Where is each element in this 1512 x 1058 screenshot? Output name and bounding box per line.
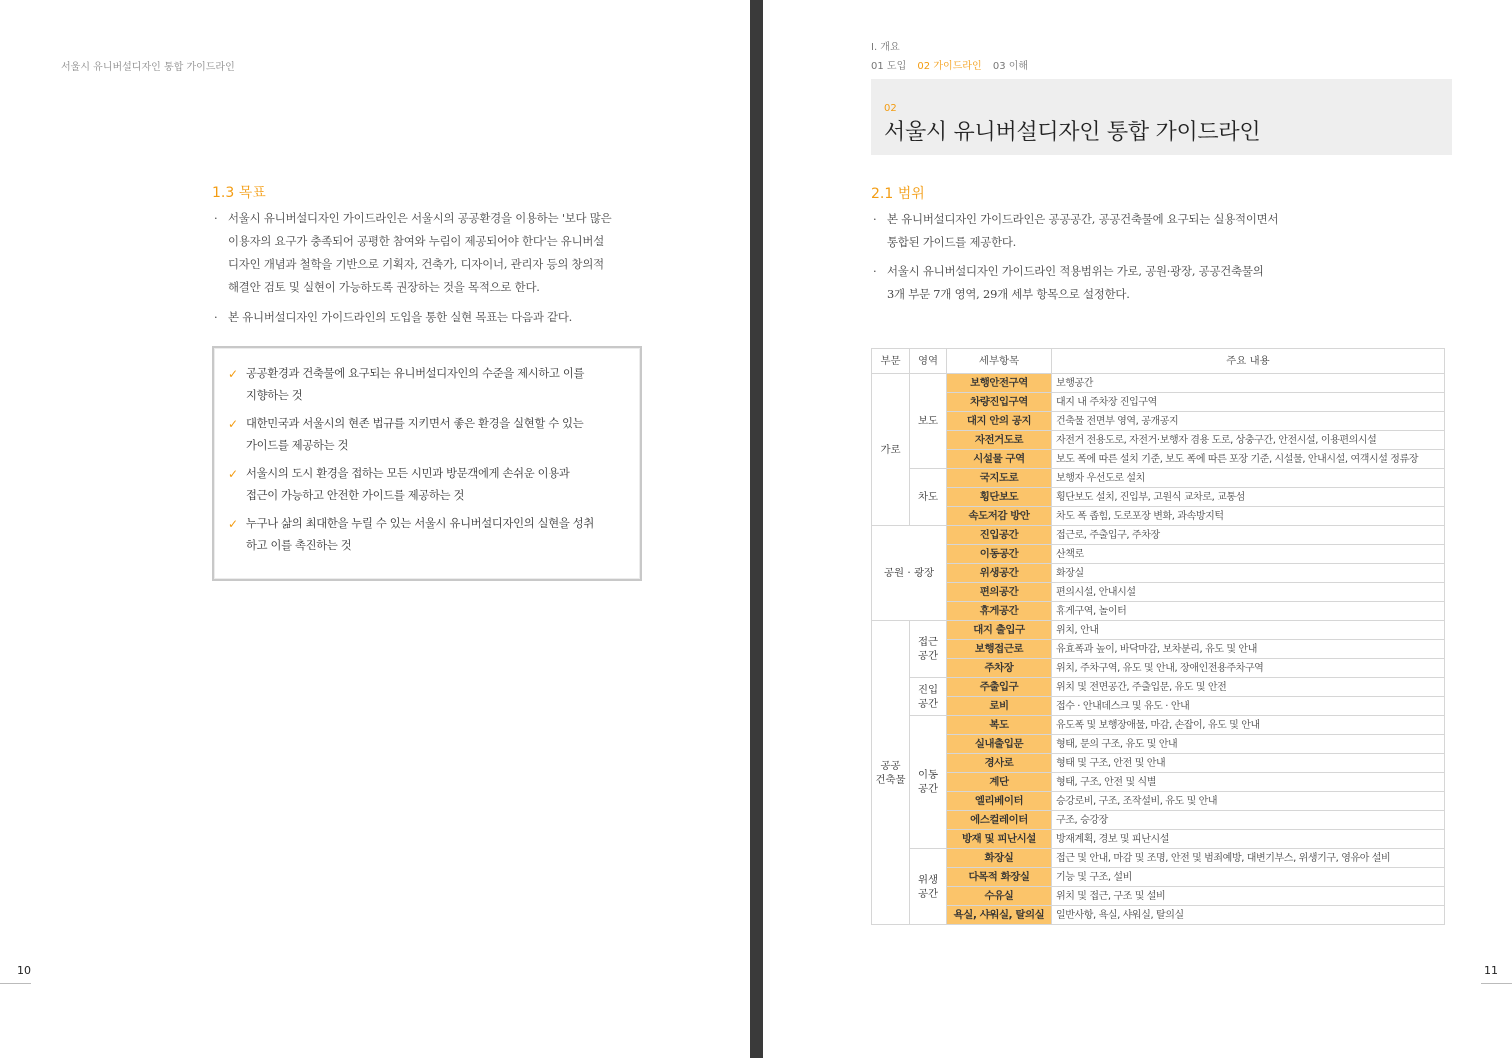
table-row — [872, 526, 1445, 545]
content-cell: 휴게구역, 놀이터 — [1052, 602, 1445, 621]
goal-line: 접근이 가능하고 안전한 가이드를 제공하는 것 — [246, 489, 465, 502]
goal-item — [228, 463, 628, 507]
item-cell: 보행접근로 — [947, 640, 1052, 659]
table-row — [872, 868, 1445, 887]
item-cell: 로비 — [947, 697, 1052, 716]
item-cell: 엘리베이터 — [947, 792, 1052, 811]
content-cell: 방재계획, 경보 및 피난시설 — [1052, 830, 1445, 849]
page-number: 10 — [17, 964, 31, 977]
table-row — [872, 811, 1445, 830]
content-cell: 화장실 — [1052, 564, 1445, 583]
content-cell: 위치 및 접근, 구조 및 설비 — [1052, 887, 1445, 906]
section-cell: 공원 · 광장 — [872, 526, 947, 621]
item-cell: 다목적 화장실 — [947, 868, 1052, 887]
content-cell: 승강로비, 구조, 조작설비, 유도 및 안내 — [1052, 792, 1445, 811]
bullet-icon: · — [873, 264, 877, 278]
content-cell: 형태, 구조, 안전 및 식별 — [1052, 773, 1445, 792]
bullet-paragraph-intro — [214, 306, 654, 329]
right-page — [763, 0, 1512, 1058]
item-cell: 대지 안의 공지 — [947, 412, 1052, 431]
bullet-icon: · — [214, 211, 218, 225]
table-row — [872, 507, 1445, 526]
section-title-goals: 1.3 목표 — [212, 185, 266, 201]
content-cell: 기능 및 구조, 설비 — [1052, 868, 1445, 887]
bullet-icon: · — [873, 212, 877, 226]
item-cell: 화장실 — [947, 849, 1052, 868]
bullet-icon: · — [214, 310, 218, 324]
left-page — [0, 0, 750, 1058]
content-cell: 접수 · 안내데스크 및 유도 · 안내 — [1052, 697, 1445, 716]
check-icon: ✓ — [228, 367, 238, 381]
breadcrumb-item[interactable]: 03 이해 — [992, 61, 1029, 72]
table-row — [872, 849, 1445, 868]
bullet-paragraph-range — [873, 260, 1333, 306]
area-cell: 위생 공간 — [910, 849, 947, 925]
table-row — [872, 887, 1445, 906]
goal-line: 서울시의 도시 환경을 접하는 모든 시민과 방문객에게 손쉬운 이용과 — [246, 467, 570, 480]
scope-table — [871, 348, 1445, 925]
item-cell: 국지도로 — [947, 469, 1052, 488]
table-row — [872, 659, 1445, 678]
chapter-header — [871, 79, 1452, 155]
section-cell: 가로 — [872, 374, 910, 526]
item-cell: 진입공간 — [947, 526, 1052, 545]
content-cell: 보행자 우선도로 설치 — [1052, 469, 1445, 488]
area-cell: 차도 — [910, 469, 947, 526]
paragraph-line: 서울시 유니버설디자인 가이드라인 적용범위는 가로, 공원·광장, 공공건축물의 — [887, 264, 1264, 278]
item-cell: 수유실 — [947, 887, 1052, 906]
check-icon: ✓ — [228, 417, 238, 431]
table-row — [872, 621, 1445, 640]
table-row — [872, 754, 1445, 773]
table-row — [872, 792, 1445, 811]
bullet-paragraph-purpose — [214, 207, 654, 299]
column-header: 영역 — [910, 349, 947, 374]
item-cell: 욕실, 샤워실, 탈의실 — [947, 906, 1052, 925]
item-cell: 휴게공간 — [947, 602, 1052, 621]
content-cell: 차도 폭 좁힘, 도로포장 변화, 과속방지턱 — [1052, 507, 1445, 526]
item-cell: 경사로 — [947, 754, 1052, 773]
content-cell: 산책로 — [1052, 545, 1445, 564]
item-cell: 위생공간 — [947, 564, 1052, 583]
page-number-rule — [0, 983, 31, 984]
item-cell: 자전거도로 — [947, 431, 1052, 450]
table-row — [872, 678, 1445, 697]
item-cell: 시설물 구역 — [947, 450, 1052, 469]
goal-line: 가이드를 제공하는 것 — [246, 439, 349, 452]
column-header: 주요 내용 — [1052, 349, 1445, 374]
section-cell: 공공 건축물 — [872, 621, 910, 925]
goal-line: 누구나 삶의 최대한을 누릴 수 있는 서울시 유니버설디자인의 실현을 성취 — [246, 517, 595, 530]
breadcrumb-item-active[interactable]: 02 가이드라인 — [917, 61, 982, 72]
table-row — [872, 488, 1445, 507]
goal-line: 하고 이를 촉진하는 것 — [246, 539, 352, 552]
paragraph-line: 3개 부문 7개 영역, 29개 세부 항목으로 설정한다. — [887, 287, 1130, 301]
content-cell: 건축물 전면부 영역, 공개공지 — [1052, 412, 1445, 431]
goal-item — [228, 413, 628, 457]
item-cell: 편의공간 — [947, 583, 1052, 602]
item-cell: 실내출입문 — [947, 735, 1052, 754]
breadcrumb — [871, 57, 1036, 72]
table-row — [872, 716, 1445, 735]
table-row — [872, 450, 1445, 469]
content-cell: 위치, 주차구역, 유도 및 안내, 장애인전용주차구역 — [1052, 659, 1445, 678]
column-header: 세부항목 — [947, 349, 1052, 374]
table-body — [872, 374, 1445, 925]
paragraph-line: 해결안 검토 및 실현이 가능하도록 권장하는 것을 목적으로 한다. — [228, 280, 540, 294]
content-cell: 자전거 전용도로, 자전거·보행자 겸용 도로, 상충구간, 안전시설, 이용편의시설 — [1052, 431, 1445, 450]
area-cell: 접근 공간 — [910, 621, 947, 678]
table-row — [872, 906, 1445, 925]
table-row — [872, 545, 1445, 564]
content-cell: 횡단보도 설치, 진입부, 고원식 교차로, 교통섬 — [1052, 488, 1445, 507]
content-cell: 편의시설, 안내시설 — [1052, 583, 1445, 602]
area-cell: 진입 공간 — [910, 678, 947, 716]
content-cell: 위치 및 전면공간, 주출입문, 유도 및 안전 — [1052, 678, 1445, 697]
table-row — [872, 735, 1445, 754]
item-cell: 대지 출입구 — [947, 621, 1052, 640]
breadcrumb-chapter: Ⅰ. 개요 — [871, 42, 900, 53]
column-header: 부문 — [872, 349, 910, 374]
item-cell: 보행안전구역 — [947, 374, 1052, 393]
table-row — [872, 830, 1445, 849]
content-cell: 대지 내 주차장 진입구역 — [1052, 393, 1445, 412]
check-icon: ✓ — [228, 517, 238, 531]
area-cell: 보도 — [910, 374, 947, 469]
item-cell: 차량진입구역 — [947, 393, 1052, 412]
table-row — [872, 564, 1445, 583]
table-row — [872, 393, 1445, 412]
content-cell: 위치, 안내 — [1052, 621, 1445, 640]
check-icon: ✓ — [228, 467, 238, 481]
table-row — [872, 583, 1445, 602]
content-cell: 유효폭과 높이, 바닥마감, 보차분리, 유도 및 안내 — [1052, 640, 1445, 659]
item-cell: 주차장 — [947, 659, 1052, 678]
item-cell: 주출입구 — [947, 678, 1052, 697]
content-cell: 유도폭 및 보행장애물, 마감, 손잡이, 유도 및 안내 — [1052, 716, 1445, 735]
item-cell: 이동공간 — [947, 545, 1052, 564]
paragraph-line: 본 유니버설디자인 가이드라인은 공공공간, 공공건축물에 요구되는 실용적이면서 — [887, 212, 1279, 226]
table-row — [872, 374, 1445, 393]
content-cell: 접근 및 안내, 마감 및 조명, 안전 및 범죄예방, 대변기부스, 위생기구, 영유아 설비 — [1052, 849, 1445, 868]
goal-line: 공공환경과 건축물에 요구되는 유니버설디자인의 수준을 제시하고 이를 — [246, 367, 585, 380]
goal-item — [228, 363, 628, 407]
content-cell: 구조, 승강장 — [1052, 811, 1445, 830]
chapter-title: 서울시 유니버설디자인 통합 가이드라인 — [884, 120, 1261, 145]
running-head: 서울시 유니버설디자인 통합 가이드라인 — [61, 62, 235, 73]
content-cell: 형태 및 구조, 안전 및 안내 — [1052, 754, 1445, 773]
paragraph-line: 이용자의 요구가 충족되어 공평한 참여와 누림이 제공되어야 한다'는 유니버설 — [228, 234, 605, 248]
content-cell: 접근로, 주출입구, 주차장 — [1052, 526, 1445, 545]
table-row — [872, 773, 1445, 792]
item-cell: 에스컬레이터 — [947, 811, 1052, 830]
item-cell: 횡단보도 — [947, 488, 1052, 507]
content-cell: 형태, 문의 구조, 유도 및 안내 — [1052, 735, 1445, 754]
content-cell: 보행공간 — [1052, 374, 1445, 393]
table-row — [872, 412, 1445, 431]
paragraph-line: 서울시 유니버설디자인 가이드라인은 서울시의 공공환경을 이용하는 '보다 많은 — [228, 211, 612, 225]
item-cell: 속도저감 방안 — [947, 507, 1052, 526]
item-cell: 복도 — [947, 716, 1052, 735]
goal-line: 대한민국과 서울시의 현존 법규를 지키면서 좋은 환경을 실현할 수 있는 — [246, 417, 584, 430]
table-row — [872, 640, 1445, 659]
paragraph-line: 본 유니버설디자인 가이드라인의 도입을 통한 실현 목표는 다음과 같다. — [228, 310, 573, 324]
breadcrumb-item[interactable]: 01 도입 — [871, 61, 907, 72]
table-header-row — [872, 349, 1445, 374]
page-number-rule — [1481, 983, 1512, 984]
goal-item — [228, 513, 628, 557]
bullet-paragraph-scope — [873, 208, 1333, 254]
section-title-scope: 2.1 범위 — [871, 186, 925, 202]
table-row — [872, 602, 1445, 621]
item-cell: 방재 및 피난시설 — [947, 830, 1052, 849]
page-number: 11 — [1484, 964, 1498, 977]
table-row — [872, 697, 1445, 716]
paragraph-line: 디자인 개념과 철학을 기반으로 기획자, 건축가, 디자이너, 관리자 등의 창의적 — [228, 257, 604, 271]
area-cell: 이동 공간 — [910, 716, 947, 849]
content-cell: 일반사항, 욕실, 샤워실, 탈의실 — [1052, 906, 1445, 925]
goal-line: 지향하는 것 — [246, 389, 303, 402]
table-row — [872, 431, 1445, 450]
content-cell: 보도 폭에 따른 설치 기준, 보도 폭에 따른 포장 기준, 시설물, 안내시설, 여객시설 정류장 — [1052, 450, 1445, 469]
goals-box — [212, 346, 642, 581]
chapter-number: 02 — [884, 103, 897, 114]
paragraph-line: 통합된 가이드를 제공한다. — [887, 235, 1017, 249]
table-row — [872, 469, 1445, 488]
item-cell: 계단 — [947, 773, 1052, 792]
